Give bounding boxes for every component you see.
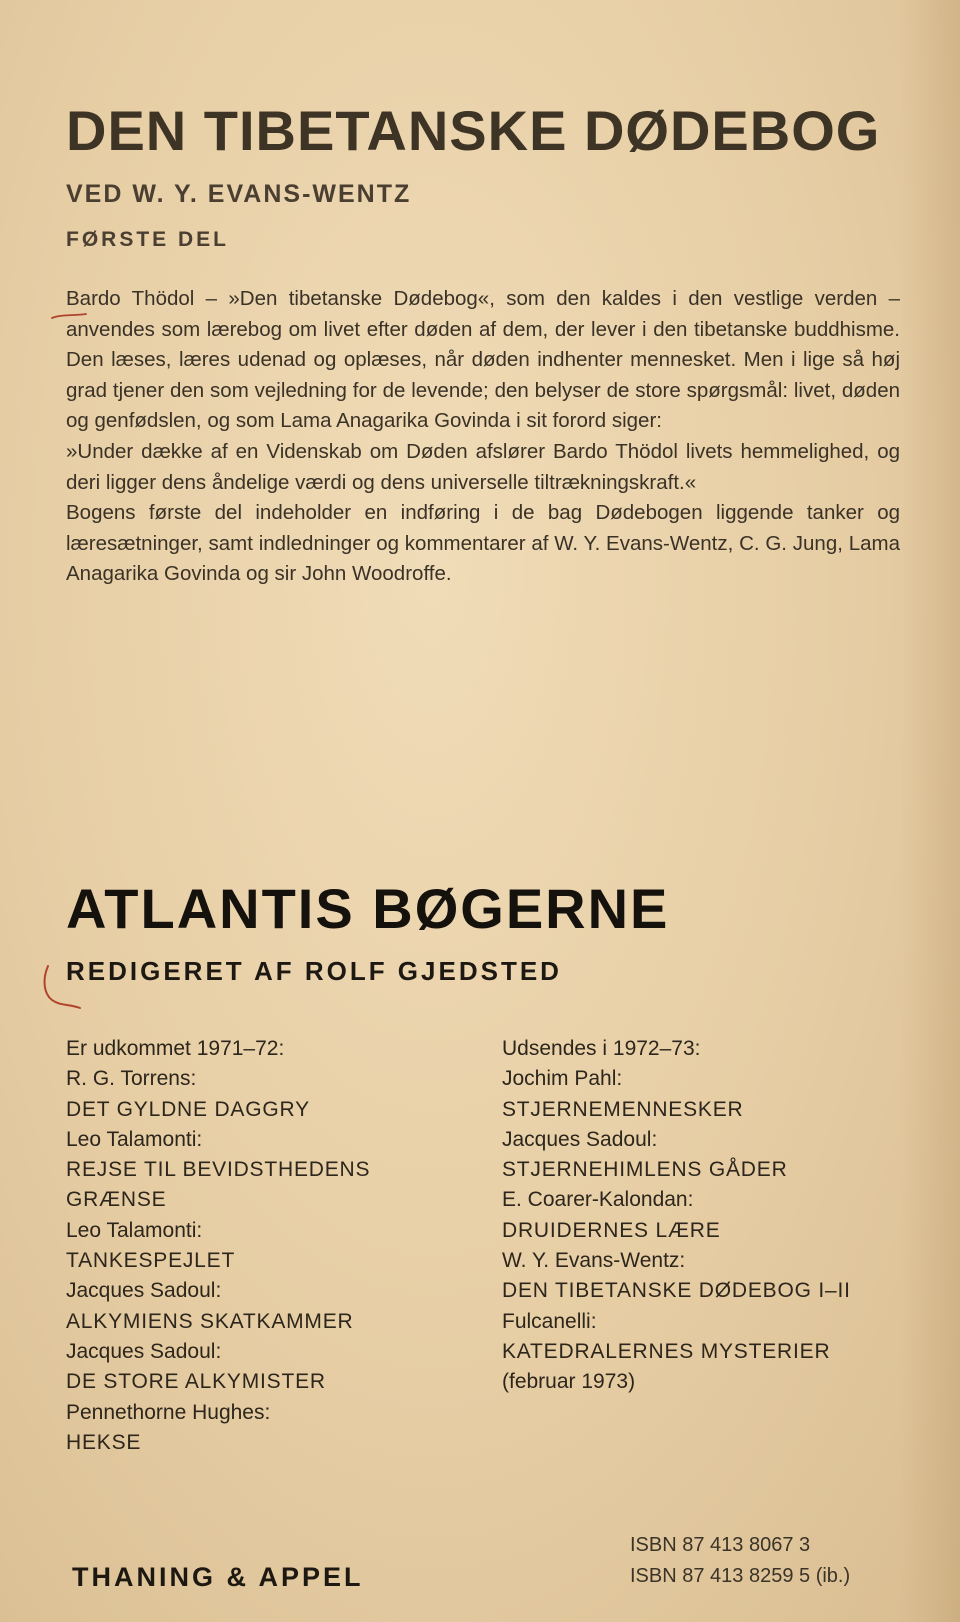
description-paragraph: Bardo Thödol – »Den tibetanske Dødebog«, som den kaldes i den vestlige verden – anvendes som lærebog om livet efter døden af dem, der lever i den tibetanske buddhisme. Den læses, læres udenad og oplæses, når døden indhenter mennesket. Men i lige så høj grad tjener den som vejledning for de levende; den belyser de store spørgsmål: livet, døden og genfødslen, og som Lama Anagarika Govinda i sit forord siger: <box>66 287 900 433</box>
published-heading: Er udkommet 1971–72: <box>66 1037 285 1060</box>
list-item: KATEDRALERNES MYSTERIER <box>502 1339 831 1363</box>
list-item: GRÆNSE <box>66 1188 167 1212</box>
list-item: (februar 1973) <box>502 1370 636 1394</box>
list-item: Leo Talamonti: <box>66 1127 203 1151</box>
upcoming-list <box>502 1034 922 1398</box>
isbn-block <box>630 1530 850 1592</box>
list-item: REJSE TIL BEVIDSTHEDENS <box>66 1158 371 1182</box>
list-item: Fulcanelli: <box>502 1309 597 1333</box>
list-item: E. Coarer-Kalondan: <box>502 1188 694 1212</box>
list-item: DE STORE ALKYMISTER <box>66 1370 326 1394</box>
list-item: TANKESPEJLET <box>66 1249 236 1273</box>
list-item: Jacques Sadoul: <box>66 1339 222 1363</box>
isbn-line: ISBN 87 413 8067 3 <box>630 1534 811 1556</box>
list-item: R. G. Torrens: <box>66 1067 197 1091</box>
list-item: STJERNEMENNESKER <box>502 1097 744 1121</box>
list-item: STJERNEHIMLENS GÅDER <box>502 1158 788 1182</box>
list-item: Pennethorne Hughes: <box>66 1400 271 1424</box>
list-item: W. Y. Evans-Wentz: <box>502 1249 686 1273</box>
series-editor: REDIGERET AF ROLF GJEDSTED <box>66 956 562 986</box>
list-item: Jacques Sadoul: <box>66 1279 222 1303</box>
list-item: ALKYMIENS SKATKAMMER <box>66 1309 354 1333</box>
upcoming-heading: Udsendes i 1972–73: <box>502 1037 701 1060</box>
list-item: DEN TIBETANSKE DØDEBOG I–II <box>502 1279 851 1303</box>
part-label: FØRSTE DEL <box>66 228 230 251</box>
description <box>66 284 900 590</box>
list-item: Jochim Pahl: <box>502 1067 623 1091</box>
book-title: DEN TIBETANSKE DØDEBOG <box>66 99 881 162</box>
list-item: HEKSE <box>66 1430 142 1454</box>
author-line: VED W. Y. EVANS-WENTZ <box>66 180 412 208</box>
publisher-name: THANING & APPEL <box>72 1562 364 1592</box>
description-quote: »Under dække af en Videnskab om Døden afslører Bardo Thödol livets hemmelighed, og deri ligger dens åndelige værdi og dens universelle tiltrækningskraft.« <box>66 439 900 494</box>
published-list <box>66 1034 466 1458</box>
isbn-line: ISBN 87 413 8259 5 (ib.) <box>630 1565 851 1587</box>
series-title: ATLANTIS BØGERNE <box>66 877 670 940</box>
description-paragraph: Bogens første del indeholder en indføring i de bag Dødebogen liggende tanker og læresætninger, samt indledninger og kommentarer af W. Y. Evans-Wentz, C. G. Jung, Lama Anagarika Govinda og sir John Woodroffe. <box>66 501 900 586</box>
list-item: DRUIDERNES LÆRE <box>502 1218 721 1242</box>
list-item: Leo Talamonti: <box>66 1218 203 1242</box>
list-item: DET GYLDNE DAGGRY <box>66 1097 310 1121</box>
list-item: Jacques Sadoul: <box>502 1127 658 1151</box>
